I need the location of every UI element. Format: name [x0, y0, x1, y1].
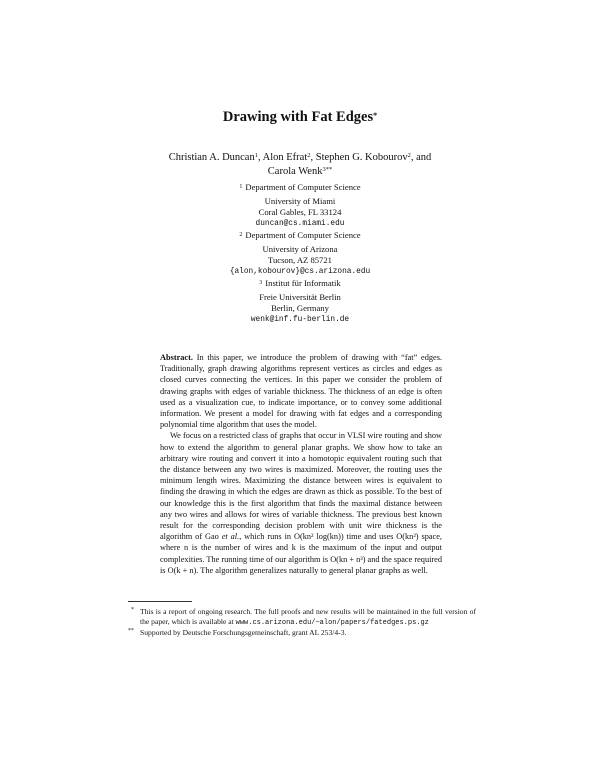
abstract-emphasis: et al. [221, 532, 240, 542]
author-name: Christian A. Duncan [168, 152, 255, 163]
affiliation-email: {alon,kobourov}@cs.arizona.edu [229, 267, 371, 276]
affiliation-mark: 3 [259, 280, 263, 286]
title-text: Drawing with Fat Edges [222, 109, 374, 125]
footnote-rule [128, 601, 192, 602]
affiliation-line: University of Arizona [262, 243, 338, 254]
author-mark: 2 [407, 152, 411, 159]
abstract-heading: Abstract. [160, 353, 193, 362]
affiliation-email: duncan@cs.miami.edu [255, 219, 345, 228]
footnote [128, 628, 476, 638]
affiliation-block [150, 278, 450, 326]
paper-title [0, 109, 600, 126]
affiliation-line: Berlin, Germany [271, 303, 329, 313]
footnote-url[interactable]: www.cs.arizona.edu/~alon/papers/fatedges.ps.gz [235, 619, 429, 628]
affiliations [150, 182, 450, 326]
abstract-text: We focus on a restricted class of graphs that occur in VLSI wire routing and show how to extend the algorithm to general planar graphs. We show how to take an arbitrary wire routing and convert it into a homotopic equivalent routing such that the distance between any two wires is maximized. Moreover, the routing uses the minimum length wires. Maximizing the distance between wires is equivalent to finding the drawing in which the edges are drawn as thick as possible. To the best of our knowledge this is the first algorithm that finds the maximal distance between any two wires and allows for wires of variable thickness. The previous best known result for the corresponding decision problem with unit wire thickness is the algorithm of Gao [160, 431, 442, 542]
footnotes [128, 607, 476, 639]
footnote [128, 607, 476, 628]
affiliation-mark: 1 [239, 184, 243, 190]
affiliation-line: Institut für Informatik [265, 278, 341, 288]
author-mark: 2 [307, 152, 311, 159]
abstract-paragraph [160, 430, 442, 576]
author-mark: 3** [322, 166, 333, 173]
author-name: Carola Wenk [267, 166, 323, 177]
author-name: Alon Efrat [262, 152, 308, 163]
affiliation-block [150, 182, 450, 230]
footnote-mark: ** [128, 628, 134, 635]
author-mark: 1 [254, 152, 258, 159]
affiliation-line: Department of Computer Science [245, 182, 361, 192]
title-footnote-marker: * [373, 111, 378, 120]
affiliation-block [150, 230, 450, 278]
affiliation-mark: 2 [239, 232, 243, 238]
abstract-paragraph [160, 352, 442, 430]
affiliation-line: Department of Computer Science [245, 230, 361, 240]
abstract [160, 352, 442, 576]
footnote-mark: * [131, 607, 134, 613]
affiliation-line: Tucson, AZ 85721 [268, 255, 332, 265]
affiliation-line: Coral Gables, FL 33124 [258, 207, 342, 217]
author-name: Stephen G. Kobourov [315, 152, 408, 163]
affiliation-line: University of Miami [264, 195, 336, 206]
footnote-text: This is a report of ongoing research. The full proofs and new results will be maintained in the full version of the paper, which is available at [140, 607, 476, 627]
affiliation-email: wenk@inf.fu-berlin.de [250, 315, 350, 324]
footnote-text: Supported by Deutsche Forschungsgemeinschaft, grant AL 253/4-3. [140, 628, 347, 638]
affiliation-line: Freie Universität Berlin [259, 291, 341, 302]
abstract-text: , which runs in O(kn² log(kn)) time and uses O(kn²) space, where n is the number of wires and k is the maximum of the input and output complexities. The running time of our algorithm is O(kn + n³) and the space required is O(k + n). The algorithm generalizes naturally to general planar graphs as well. [160, 532, 442, 575]
abstract-text: In this paper, we introduce the problem of drawing with “fat” edges. Traditionally, graph drawing algorithms represent vertices as circles and edges as closed curves connecting the vertices. In this paper we consider the problem of drawing graphs with edges of variable thickness. The thickness of an edge is often used as a visualization cue, to indicate importance, or to convey some additional information. We present a model for drawing with fat edges and a corresponding polynomial time algorithm that uses the model. [160, 353, 443, 430]
author-conjunction: and [416, 152, 432, 163]
author-list: Christian A. Duncan$^1$, Alon Efrat$^2$, Stephen G. Kobourov$^2$, and Carola Wenk$^{3**}$ [168, 152, 432, 177]
